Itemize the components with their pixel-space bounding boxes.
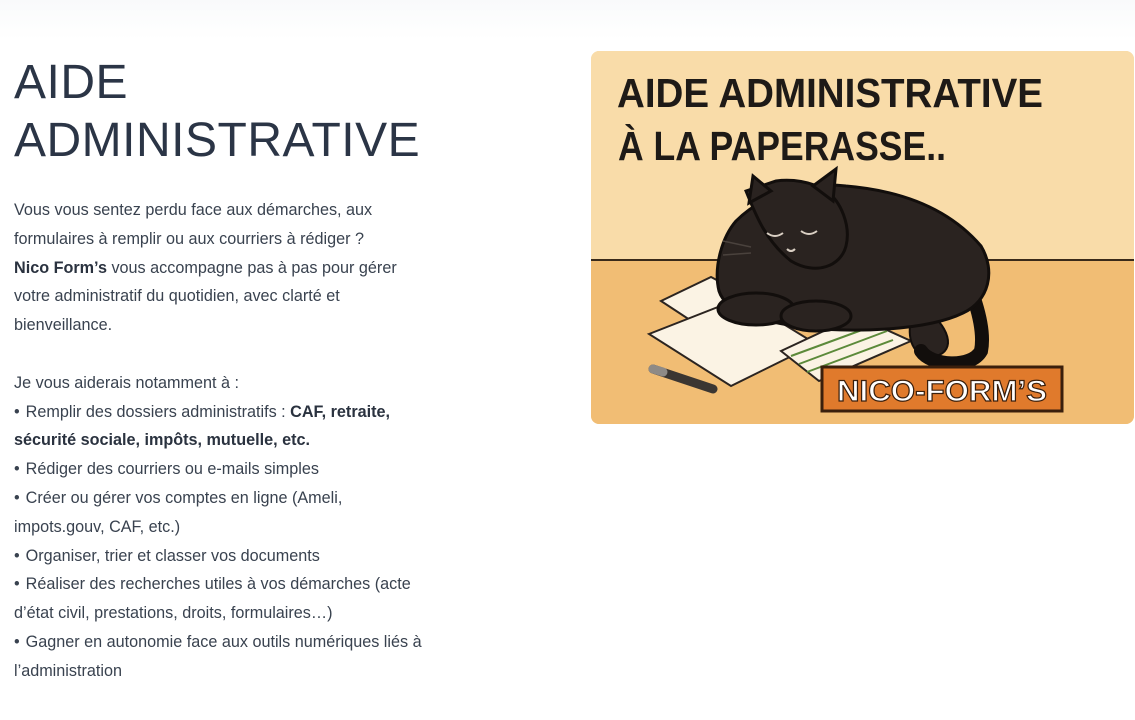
intro-line-rest: vous accompagne pas à pas pour gérer <box>106 258 397 277</box>
illustration-headline-line2: À LA PAPERASSE.. <box>618 123 946 169</box>
brand-badge-label: NICO-FORM’S <box>837 375 1047 408</box>
bullet: • <box>14 488 20 507</box>
list-item <box>14 484 534 542</box>
intro-line: formulaires à remplir ou aux courriers à rédiger ? <box>14 229 364 248</box>
list-item-text: impots.gouv, CAF, etc.) <box>14 517 181 536</box>
page-title-line2: ADMINISTRATIVE <box>14 114 421 167</box>
bullet: • <box>14 546 20 565</box>
list-item <box>14 628 534 686</box>
list-item-text: Créer ou gérer vos comptes en ligne (Ameli, <box>25 488 343 507</box>
brand-badge <box>822 367 1062 411</box>
illustration-headline-line1: AIDE ADMINISTRATIVE <box>617 70 1043 116</box>
list-item <box>14 570 534 628</box>
services-lead: Je vous aiderais notamment à : <box>14 373 239 392</box>
page-title-line1: AIDE <box>14 56 129 109</box>
list-item-emphasis: sécurité sociale, impôts, mutuelle, etc. <box>14 431 310 450</box>
bullet: • <box>14 460 20 479</box>
illustration-canvas <box>591 51 1134 424</box>
list-item-text: Réaliser des recherches utiles à vos démarches (acte <box>25 575 411 594</box>
list-item-text: Rédiger des courriers ou e-mails simples <box>25 460 319 479</box>
list-item <box>14 455 534 484</box>
intro-line <box>14 254 534 283</box>
intro-paragraph <box>14 196 534 340</box>
list-item-text: Organiser, trier et classer vos documents <box>25 546 320 565</box>
intro-line: votre administratif du quotidien, avec clarté et <box>14 287 340 306</box>
content-column <box>14 54 534 686</box>
page-title <box>14 54 534 170</box>
list-item-text: l’administration <box>14 661 122 680</box>
services-list <box>14 369 534 686</box>
brand-name: Nico Form’s <box>14 258 107 277</box>
bullet: • <box>14 575 20 594</box>
intro-line: Vous vous sentez perdu face aux démarches, aux <box>14 201 373 219</box>
bullet: • <box>14 632 20 651</box>
list-item <box>14 398 534 456</box>
list-item-text: d’état civil, prestations, droits, formulaires…) <box>14 604 333 623</box>
list-item-text: Gagner en autonomie face aux outils numériques liés à <box>25 632 422 651</box>
list-item-text: Remplir des dossiers administratifs : <box>25 402 291 421</box>
bullet: • <box>14 402 20 421</box>
list-item-emphasis: CAF, retraite, <box>290 402 391 421</box>
list-item <box>14 542 534 571</box>
hero-illustration <box>591 51 1134 424</box>
intro-line: bienveillance. <box>14 316 113 335</box>
